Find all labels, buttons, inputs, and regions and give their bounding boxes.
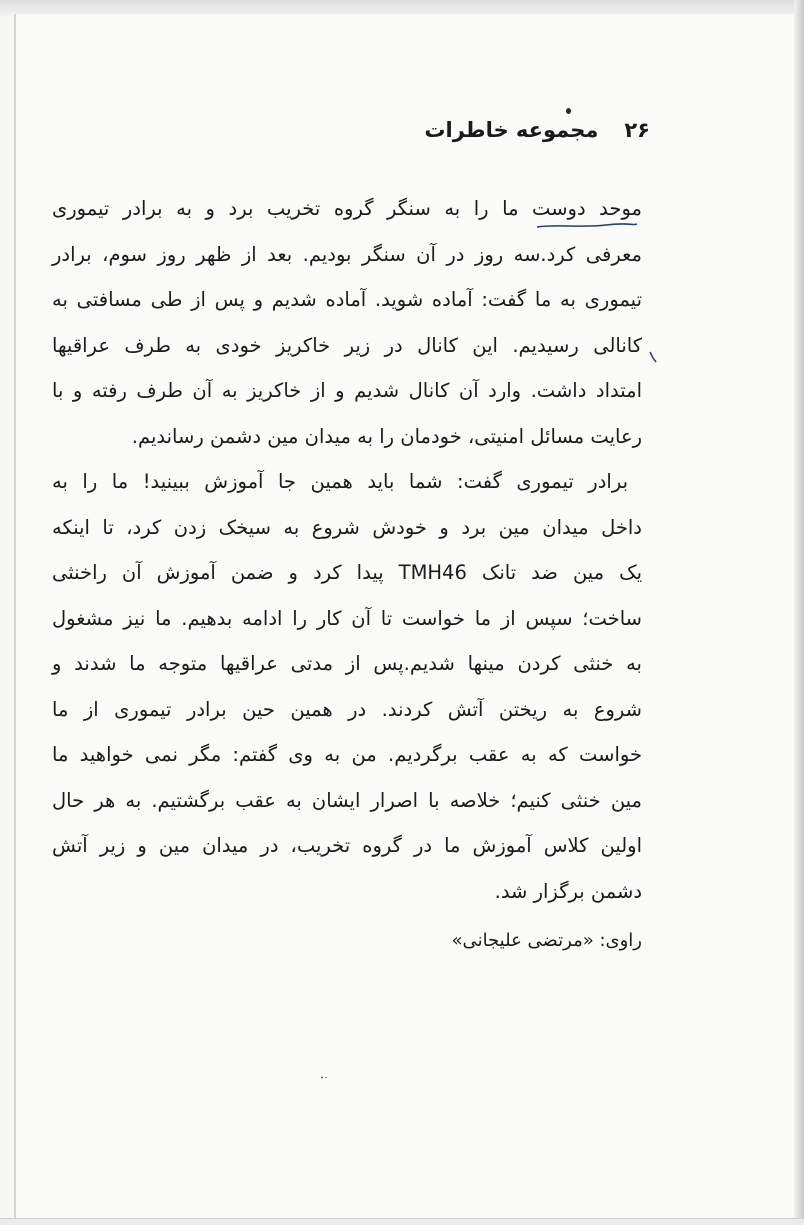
text-line: شروع به ریختن آتش کردند. در همین حین برادر تیموری از ما	[52, 697, 642, 721]
text-line: برادر تیموری گفت: شما باید همین جا آموزش ببینید! ما را به	[52, 470, 628, 493]
pen-margin-mark	[648, 350, 658, 364]
text-line: کانالی رسیدیم. این کانال در زیر خاکریز خودی به طرف عراقیها	[52, 333, 642, 357]
text-line: امتداد داشت. وارد آن کانال شدیم و از خاکریز به آن طرف رفته و با	[52, 379, 642, 402]
ink-dot	[566, 108, 571, 114]
text-line: خواست که به عقب برگردیم. من به وی گفتم: مگر نمی خواهید ما	[52, 743, 642, 766]
scan-bottom-edge	[0, 1218, 804, 1225]
narrator-credit: راوی: «مرتضی علیجانی»	[451, 930, 642, 951]
pen-underline	[536, 222, 638, 230]
text-line: اولین کلاس آموزش ما در گروه تخریب، در میدان مین و زیر آتش	[52, 834, 642, 857]
book-title: مجموعه خاطرات	[424, 118, 599, 142]
text-line: تیموری به ما گفت: آماده شوید. آماده شدیم و پس از طی مسافتی به	[52, 288, 642, 311]
page-header	[424, 118, 650, 158]
text-line: مین خنثی کنیم؛ خلاصه با اصرار ایشان به عقب برگشتیم. به هر حال	[52, 788, 642, 812]
text-line: معرفی کرد.سه روز در آن سنگر بودیم. بعد از ظهر روز سوم، برادر	[52, 242, 642, 266]
text-line: موحد دوست ما را به سنگر گروه تخریب برد و به برادر تیموری	[52, 197, 642, 220]
text-line: رعایت مسائل امنیتی، خودمان را به میدان مین دشمن رساندیم.	[131, 424, 642, 448]
text-line: ساخت؛ سپس از ما خواست تا آن کار را ادامه بدهیم. ما نیز مشغول	[52, 606, 642, 630]
text-line: دشمن برگزار شد.	[494, 879, 642, 903]
scan-right-edge	[794, 0, 804, 1225]
text-line: به خنثی کردن مینها شدیم.پس از مدتی عراقیها متوجه ما شدند و	[52, 652, 642, 675]
text-line: داخل میدان مین برد و خودش شروع به سیخک زدن کرد، تا اینکه	[52, 515, 642, 539]
story-text	[52, 186, 642, 914]
page-number: ۲۶	[624, 118, 650, 142]
dust-speck	[320, 1076, 328, 1079]
paragraph-2	[52, 459, 642, 914]
text-line: یک مین ضد تانک TMH46 پیدا کرد و ضمن آموزش آن راخنثی	[52, 561, 643, 584]
